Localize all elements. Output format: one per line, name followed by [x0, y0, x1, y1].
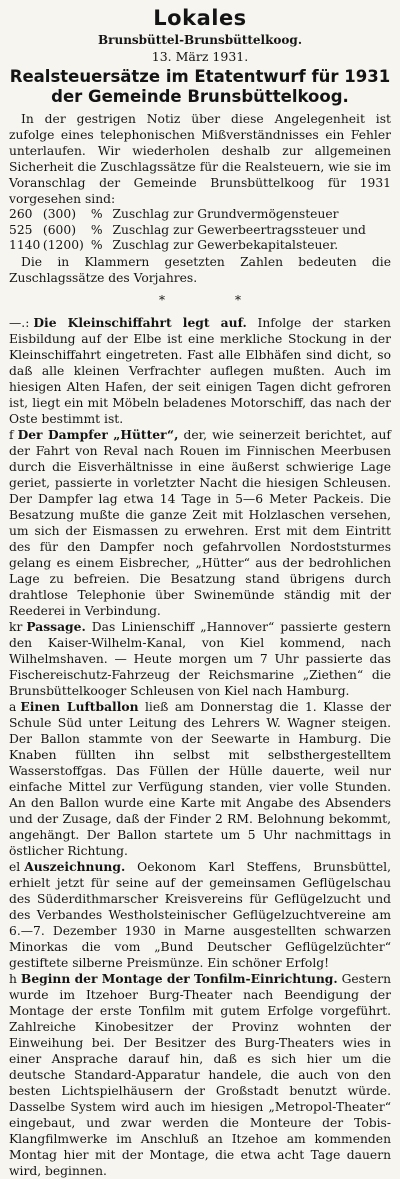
rate-previous: (300)	[42, 207, 76, 221]
news-body: Gestern wurde im Itzehoer Burg-Theater nach Beendigung der Montage der erste Tonfilm mit gutem Erfolge vorgeführt. Zahlreiche Kinobesitzer der Provinz wohnten der Einweihung bei. Der Besitzer des Burg-Theaters wies in einer Ansprache darauf hin, daß es sich hier um die deutsche Standard-Apparatur handele, die auch von den besten Lichtspielhäusern der Großstadt benutzt würde. Dasselbe System wird auch im hiesigen „Metropol-Theater“ eingebaut, und zwar werden die Monteure der Tobis-Klangfilmwerke im Anschluß an Itzehoe am kommenden Montag hier mit der Montage, die etwa acht Tage dauern wird, beginnen.	[9, 971, 392, 1178]
rate-value: 1140	[9, 238, 41, 252]
rate-unit: %	[90, 222, 103, 237]
rate-text: Zuschlag zur Gewerbekapitalsteuer.	[112, 238, 339, 252]
news-item	[9, 971, 391, 1179]
rate-row	[9, 238, 391, 254]
news-item	[9, 315, 391, 427]
dateline-date: 13. März 1931.	[151, 49, 249, 64]
rate-previous: (1200)	[42, 238, 84, 252]
rate-unit: %	[90, 238, 103, 252]
lead-intro: In der gestrigen Notiz über diese Angelegenheit ist zufolge eines telephonischen Mißverständnisses ein Fehler unterlaufen. Wir wiederholen deshalb zur allgemeinen Sicherheit die Zuschlagssätze für die Realsteuern, wie sie im Voranschlag der Gemeinde Brunsbüttelkoog für 1931 vorgesehen sind:	[9, 112, 391, 206]
news-item	[9, 427, 391, 619]
news-item	[9, 699, 391, 859]
rate-text: Zuschlag zur Grundvermögensteuer	[112, 207, 339, 221]
rates-list	[9, 207, 391, 254]
lead-article	[9, 67, 391, 286]
news-headline: Der Dampfer „Hütter“,	[17, 426, 179, 442]
separator-star: *	[159, 292, 165, 307]
news-body: Oekonom Karl Steffens, Brunsbüttel, erhielt jetzt für seine auf der gemeinsamen Geflügelschau des Süderdithmarscher Kreisvereins für Geflügelzucht und des Verbandes Westholsteinischer Geflügelzuchtvereine am 6.—7. Dezember 1930 in Marne ausgestellten schwarzen Minorkas die vom „Bund Deutscher Geflügelzüchter“ gestiftete silberne Preismünze. Ein schöner Erfolg!	[9, 859, 391, 970]
rate-row	[9, 207, 391, 223]
rate-value: 260	[9, 207, 33, 221]
separator-star: *	[235, 292, 241, 307]
news-body: Infolge der starken Eisbildung auf der Elbe ist eine merkliche Stockung in der Kleinschiffahrt eingetreten. Fast alle Elbhäfen sind dicht, so daß alle kleinen Verfrachter auflegen mußten. Auch im hiesigen Alten Hafen, der seit einigen Tagen dicht gefroren ist, liegt ein mit Möbeln beladenes Motorschiff, das nach der Oste bestimmt ist.	[9, 315, 391, 426]
rate-value: 525	[9, 222, 33, 237]
rate-row	[9, 223, 391, 239]
rate-text: Zuschlag zur Gewerbeertragssteuer und	[112, 222, 366, 237]
lead-headline-line-1: Realsteuersätze im Etatentwurf für 1931	[9, 67, 391, 86]
news-body: der, wie seinerzeit berichtet, auf der Fahrt von Reval nach Rouen im Finnischen Meerbusen durch die Eisverhältnisse in eine äußerst schwierige Lage geriet, passierte in vorletzter Nacht die hiesigen Schleusen. Der Dampfer lag etwa 14 Tage in 5—6 Meter Packeis. Die Besatzung mußte die ganze Zeit mit Holzlaschen versehen, um sich der Eismassen zu erwehren. Erst mit dem Eintritt des für den Dampfer noch gefahrvollen Nordoststurmes gelang es einem Eisbrecher, „Hütter“ aus der bedrohlichen Lage zu befreien. Die Besatzung stand übrigens durch drahtlose Telephonie über Swinemünde ständig mit der Reederei in Verbindung.	[9, 427, 391, 618]
rate-unit: %	[90, 207, 103, 221]
lead-headline-line-2: der Gemeinde Brunsbüttelkoog.	[51, 87, 349, 106]
lead-note: Die in Klammern gesetzten Zahlen bedeuten die Zuschlagssätze des Vorjahres.	[9, 254, 391, 285]
author-mark: el	[9, 859, 21, 874]
news-headline: Passage.	[26, 618, 86, 634]
news-item	[9, 619, 391, 699]
news-headline: Auszeichnung.	[24, 858, 126, 874]
news-headline: Einen Luftballon	[20, 698, 139, 714]
news-body: Das Linienschiff „Hannover“ passierte gestern den Kaiser-Wilhelm-Kanal, von Kiel kommend, nach Wilhelmshaven. — Heute morgen um 7 Uhr passierte das Fischereischutz-Fahrzeug der Reichsmarine „Ziethen“ die Brunsbüttelkooger Schleusen von Kiel nach Hamburg.	[9, 619, 391, 698]
author-mark: f	[9, 427, 14, 442]
dateline-place: Brunsbüttel-Brunsbüttelkoog.	[98, 33, 302, 47]
news-headline: Die Kleinschiffahrt legt auf.	[33, 314, 247, 330]
news-headline: Beginn der Montage der Tonfilm-Einrichtung.	[20, 970, 338, 986]
lead-headline	[9, 67, 391, 107]
author-mark: a	[9, 699, 17, 714]
separator-stars	[9, 293, 391, 307]
author-mark: —.:	[9, 315, 30, 330]
author-mark: kr	[9, 619, 23, 634]
author-mark: h	[9, 971, 17, 986]
news-body: ließ am Donnerstag die 1. Klasse der Schule Süd unter Leitung des Lehrers W. Wagner steigen. Der Ballon stammte von der Seewarte in Hamburg. Die Knaben füllten ihn selbst mit selbsthergestelltem Wasserstoffgas. Das Füllen der Hülle dauerte, weil nur einfache Mittel zur Verfügung standen, vier volle Stunden. An den Ballon wurde eine Karte mit Angabe des Absenders und der Zusage, daß der Finder 2 RM. Belohnung bekommt, angehängt. Der Ballon startete um 5 Uhr nachmittags in östlicher Richtung.	[9, 699, 391, 858]
rate-previous: (600)	[42, 222, 76, 237]
section-title: Lokales	[153, 6, 247, 30]
news-item	[9, 859, 391, 971]
